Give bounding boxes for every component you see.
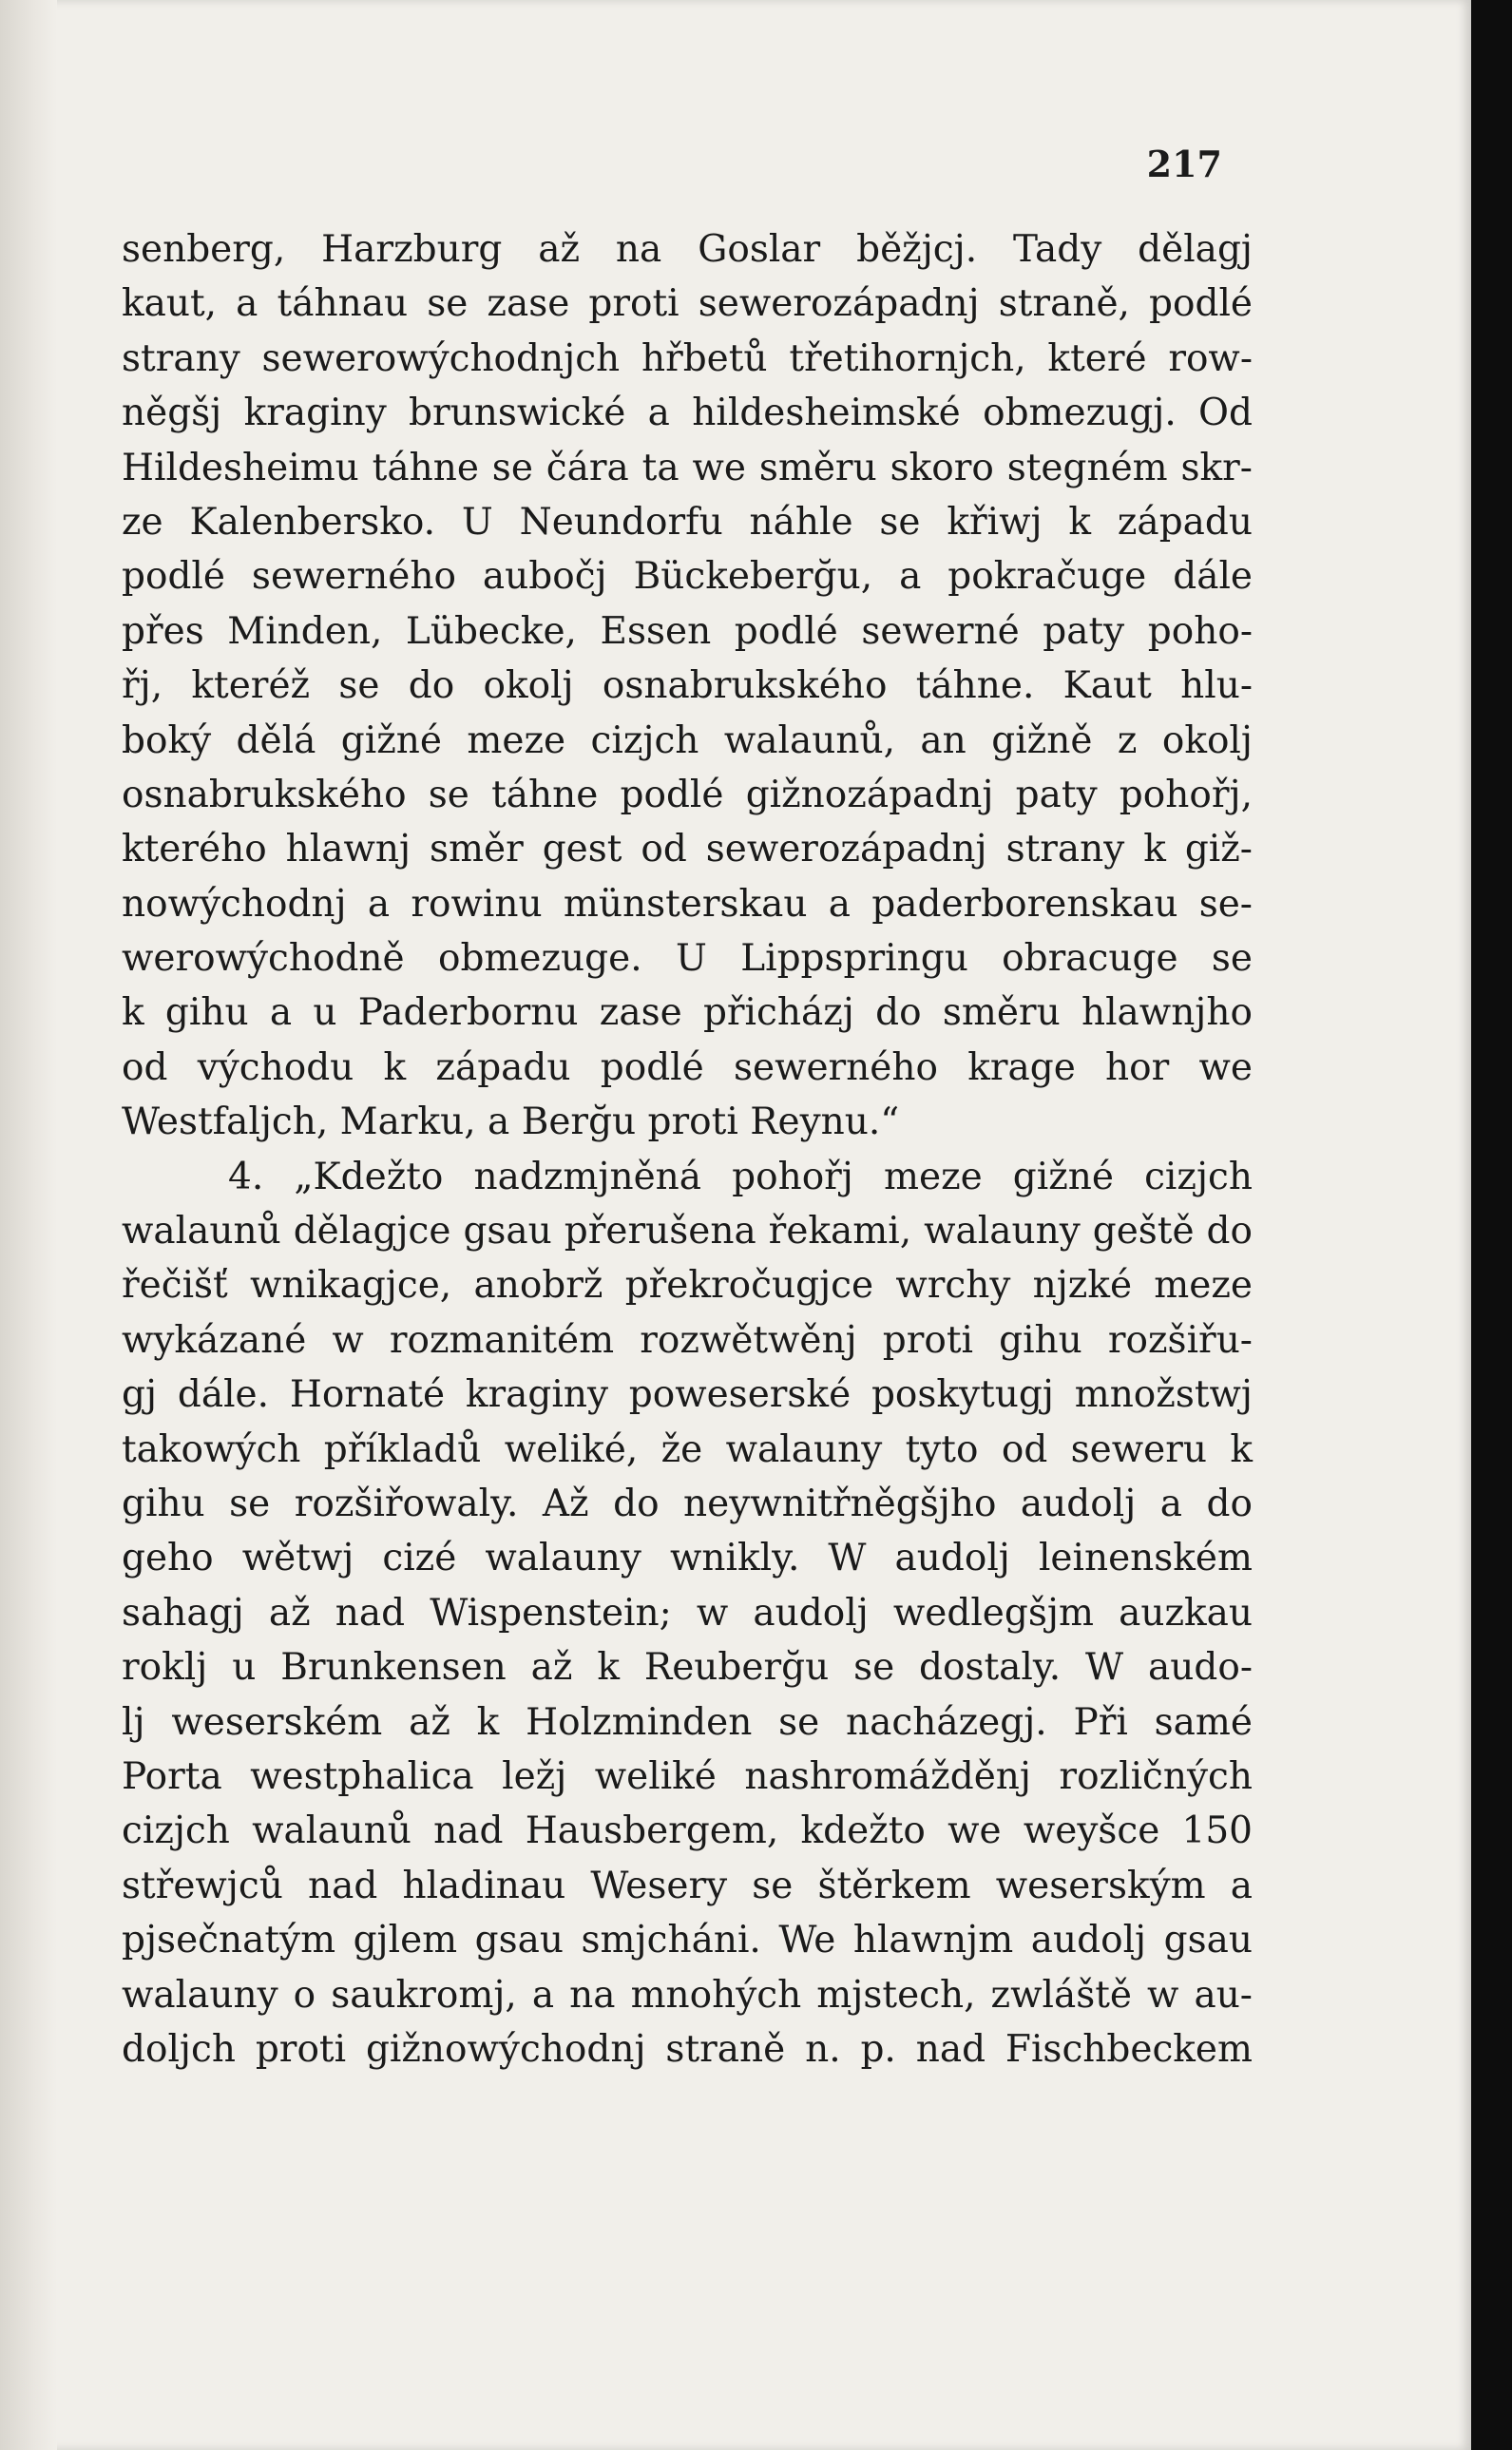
text-line: geho wětwj cizé walauny wnikly. W audolj leinenském — [122, 1537, 1253, 1580]
text-line: gihu se rozšiřowaly. Až do neywnitřněgšjho audolj a do — [122, 1482, 1253, 1525]
text-line: kaut, a táhnau se zase proti sewerozápadnj straně, podlé — [122, 282, 1253, 326]
text-line: osnabrukského se táhne podlé gižnozápadnj paty pohořj, — [122, 773, 1253, 816]
text-line: werowýchodně obmezuge. U Lippspringu obracuge se — [122, 937, 1253, 981]
text-line: pjsečnatým gjlem gsau smjcháni. We hlawnjm audolj gsau — [122, 1919, 1253, 1962]
body-text — [122, 222, 1253, 2077]
page-gutter-shadow — [0, 0, 57, 2450]
text-line: walaunů dělagjce gsau přerušena řekami, walauny geště do — [122, 1210, 1253, 1254]
page-number: 217 — [1146, 143, 1222, 185]
text-line: řj, kteréž se do okolj osnabrukského táhne. Kaut hlu- — [122, 664, 1253, 708]
text-line: nowýchodnj a rowinu münsterskau a paderborenskau se- — [122, 882, 1253, 926]
text-line: řečišť wnikagjce, anobrž překročugjce wrchy njzké meze — [122, 1264, 1253, 1308]
text-line: senberg, Harzburg až na Goslar běžjcj. Tady dělagj — [122, 228, 1253, 271]
text-line: podlé sewerného aubočj Bückeberğu, a pokračuge dále — [122, 555, 1253, 599]
text-line: walauny o saukromj, a na mnohých mjstech, zwláště w au- — [122, 1973, 1253, 2017]
text-line: lj weserském až k Holzminden se nacházegj. Při samé — [122, 1700, 1253, 1744]
text-line: Westfaljch, Marku, a Berğu proti Reynu.“ — [122, 1101, 900, 1144]
text-line: střewjců nad hladinau Wesery se štěrkem weserským a — [122, 1864, 1253, 1907]
text-line: Porta westphalica ležj weliké nashromážděnj rozličných — [122, 1754, 1253, 1798]
text-line: Hildesheimu táhne se čára ta we směru skoro stegném skr- — [122, 446, 1253, 489]
text-line: takowých příkladů weliké, že walauny tyto od seweru k — [122, 1427, 1253, 1471]
text-line: 4. „Kdežto nadzmjněná pohořj meze gižné cizjch — [228, 1155, 1253, 1198]
text-line: něgšj kraginy brunswické a hildesheimské obmezugj. Od — [122, 392, 1253, 435]
text-line: k gihu a u Paderbornu zase přicházj do směru hlawnjho — [122, 991, 1253, 1035]
text-line: sahagj až nad Wispenstein; w audolj wedlegšjm auzkau — [122, 1591, 1253, 1635]
text-line: ze Kalenbersko. U Neundorfu náhle se křiwj k západu — [122, 500, 1253, 544]
text-line: strany sewerowýchodnjch hřbetů třetihornjch, které row- — [122, 336, 1253, 380]
text-line: roklj u Brunkensen až k Reuberğu se dostaly. W audo- — [122, 1646, 1253, 1690]
text-line: doljch proti gižnowýchodnj straně n. p. nad Fischbeckem — [122, 2027, 1253, 2071]
text-line: wykázané w rozmanitém rozwětwěnj proti gihu rozšiřu- — [122, 1318, 1253, 1362]
text-line: gj dále. Hornaté kraginy poweserské poskytugj množstwj — [122, 1373, 1253, 1417]
text-line: přes Minden, Lübecke, Essen podlé sewerné paty poho- — [122, 609, 1253, 653]
text-line: cizjch walaunů nad Hausbergem, kdežto we weyšce 150 — [122, 1809, 1253, 1853]
text-line: od východu k západu podlé sewerného krage hor we — [122, 1045, 1253, 1089]
text-line: boký dělá gižné meze cizjch walaunů, an gižně z okolj — [122, 718, 1253, 762]
text-line: kterého hlawnj směr gest od sewerozápadnj strany k giž- — [122, 828, 1253, 871]
